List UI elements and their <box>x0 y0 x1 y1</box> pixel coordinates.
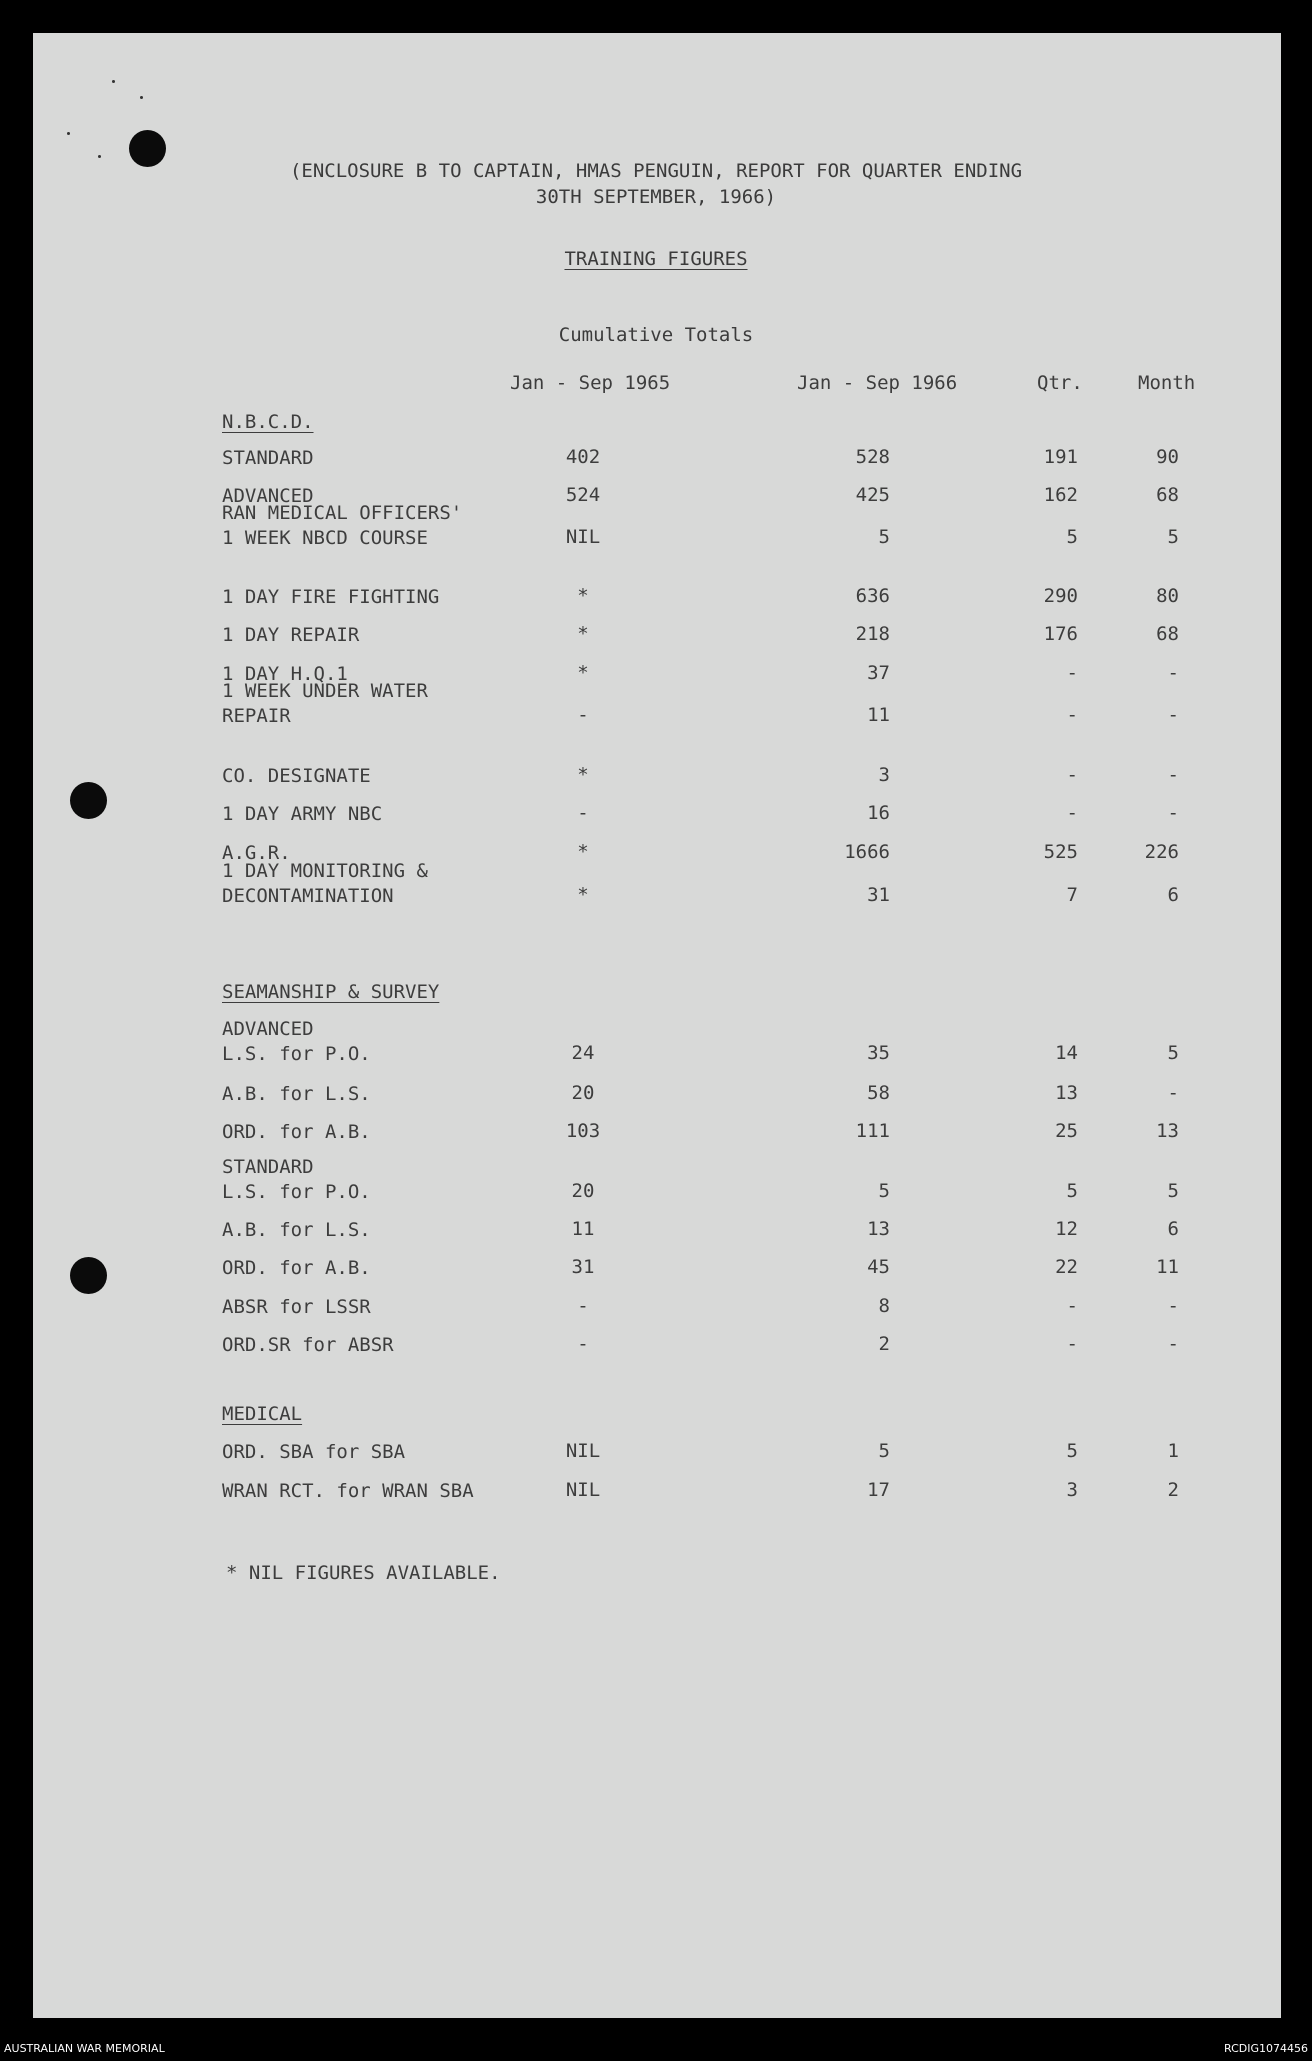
cell-quarter: - <box>1066 1295 1078 1317</box>
paper-speck <box>67 132 70 135</box>
row-label: L.S. for P.O. <box>222 1043 371 1065</box>
punch-hole <box>70 782 107 819</box>
cell-1966: 37 <box>867 662 890 684</box>
cell-month: 5 <box>1167 526 1179 548</box>
cell-1965: * <box>577 662 589 684</box>
cell-quarter: 13 <box>1055 1082 1078 1104</box>
cell-1966: 218 <box>855 623 890 645</box>
row-label: DECONTAMINATION <box>222 885 394 907</box>
cell-1966: 58 <box>867 1082 890 1104</box>
row-label: WRAN RCT. for WRAN SBA <box>222 1480 474 1502</box>
cell-1965: NIL <box>565 1440 601 1462</box>
cell-1965: * <box>577 884 589 906</box>
section-heading: N.B.C.D. <box>222 411 314 433</box>
cell-quarter: 5 <box>1066 1440 1078 1462</box>
cell-month: - <box>1167 802 1179 824</box>
cell-month: 5 <box>1167 1042 1179 1064</box>
cell-quarter: - <box>1066 704 1078 726</box>
cell-1965: 31 <box>571 1256 595 1278</box>
row-label: 1 WEEK UNDER WATER <box>222 680 428 702</box>
column-header-1965: Jan - Sep 1965 <box>510 372 671 394</box>
archive-reference: RCDIG1074456 <box>1223 2042 1308 2055</box>
row-label: 1 DAY REPAIR <box>222 624 360 646</box>
cell-1966: 16 <box>867 802 890 824</box>
cell-month: - <box>1167 662 1179 684</box>
cell-quarter: - <box>1066 764 1078 786</box>
cumulative-totals-heading: Cumulative Totals <box>558 324 754 346</box>
cell-quarter: 22 <box>1055 1256 1078 1278</box>
cell-1965: 103 <box>565 1120 601 1142</box>
cell-1965: - <box>577 1333 589 1355</box>
column-header-month: Month <box>1138 372 1196 394</box>
section-heading: MEDICAL <box>222 1403 303 1425</box>
row-label: A.B. for L.S. <box>222 1083 371 1105</box>
row-label: A.B. for L.S. <box>222 1219 371 1241</box>
cell-month: 2 <box>1167 1479 1179 1501</box>
cell-month: 80 <box>1156 585 1179 607</box>
cell-quarter: 7 <box>1066 884 1078 906</box>
column-header-1966: Jan - Sep 1966 <box>797 372 958 394</box>
cell-1965: * <box>577 623 589 645</box>
cell-month: 68 <box>1156 623 1179 645</box>
cell-1966: 425 <box>855 484 890 506</box>
cell-month: - <box>1167 764 1179 786</box>
row-label: ORD. for A.B. <box>222 1257 371 1279</box>
row-label: STANDARD <box>222 447 314 469</box>
cell-month: 226 <box>1144 841 1179 863</box>
document-title-text: TRAINING FIGURES <box>564 248 748 270</box>
cell-1965: 402 <box>565 446 601 468</box>
row-label: 1 DAY ARMY NBC <box>222 803 383 825</box>
cell-month: 90 <box>1156 446 1179 468</box>
cell-quarter: - <box>1066 1333 1078 1355</box>
row-label: REPAIR <box>222 705 291 727</box>
cell-month: 6 <box>1167 1218 1179 1240</box>
cell-1965: - <box>577 1295 589 1317</box>
cell-1965: - <box>577 704 589 726</box>
cell-month: - <box>1167 704 1179 726</box>
cell-1966: 111 <box>855 1120 890 1142</box>
cell-1965: 20 <box>571 1082 595 1104</box>
cell-1966: 3 <box>878 764 890 786</box>
row-label: ORD. for A.B. <box>222 1121 371 1143</box>
cell-1966: 8 <box>878 1295 890 1317</box>
cell-1965: 524 <box>565 484 601 506</box>
cell-quarter: 25 <box>1055 1120 1078 1142</box>
cell-1966: 636 <box>855 585 890 607</box>
row-label: STANDARD <box>222 1156 314 1178</box>
cell-month: 6 <box>1167 884 1179 906</box>
archive-credit: AUSTRALIAN WAR MEMORIAL <box>4 2042 165 2055</box>
row-label: ABSR for LSSR <box>222 1296 371 1318</box>
cell-month: - <box>1167 1333 1179 1355</box>
cell-month: 1 <box>1167 1440 1179 1462</box>
enclosure-line-2: 30TH SEPTEMBER, 1966) <box>535 186 777 208</box>
cell-quarter: 5 <box>1066 1180 1078 1202</box>
paper-speck <box>112 80 115 83</box>
cell-1966: 11 <box>867 704 890 726</box>
cell-1965: NIL <box>565 526 601 548</box>
cell-quarter: 14 <box>1055 1042 1078 1064</box>
row-label: ADVANCED <box>222 1018 314 1040</box>
row-label: 1 DAY H.Q.1 <box>222 663 348 685</box>
cell-quarter: 3 <box>1066 1479 1078 1501</box>
cell-1966: 2 <box>878 1333 890 1355</box>
cell-quarter: 290 <box>1043 585 1078 607</box>
cell-1965: 24 <box>571 1042 595 1064</box>
cell-1966: 31 <box>867 884 890 906</box>
cell-month: - <box>1167 1295 1179 1317</box>
cell-1965: * <box>577 585 589 607</box>
cell-1966: 528 <box>855 446 890 468</box>
cell-1966: 17 <box>867 1479 890 1501</box>
cell-quarter: - <box>1066 662 1078 684</box>
cell-month: 68 <box>1156 484 1179 506</box>
cell-1965: 20 <box>571 1180 595 1202</box>
row-label: RAN MEDICAL OFFICERS' <box>222 502 463 524</box>
cell-1966: 45 <box>867 1256 890 1278</box>
cell-quarter: 5 <box>1066 526 1078 548</box>
cell-quarter: 525 <box>1043 841 1078 863</box>
cell-1966: 1666 <box>844 841 890 863</box>
paper-speck <box>140 96 143 99</box>
cell-1965: 11 <box>571 1218 595 1240</box>
section-heading: SEAMANSHIP & SURVEY <box>222 981 440 1003</box>
row-label: ORD.SR for ABSR <box>222 1334 394 1356</box>
row-label: L.S. for P.O. <box>222 1181 371 1203</box>
cell-month: 5 <box>1167 1180 1179 1202</box>
enclosure-line-1: (ENCLOSURE B TO CAPTAIN, HMAS PENGUIN, REPORT FOR QUARTER ENDING <box>289 160 1023 182</box>
row-label: 1 DAY MONITORING & <box>222 860 428 882</box>
row-label: ORD. SBA for SBA <box>222 1441 406 1463</box>
cell-1965: - <box>577 802 589 824</box>
cell-month: 11 <box>1156 1256 1179 1278</box>
cell-1965: * <box>577 764 589 786</box>
cell-month: - <box>1167 1082 1179 1104</box>
cell-1966: 35 <box>867 1042 890 1064</box>
cell-quarter: - <box>1066 802 1078 824</box>
row-label: A.G.R. <box>222 842 291 864</box>
row-label: ADVANCED <box>222 485 314 507</box>
column-header-quarter: Qtr. <box>1037 372 1083 394</box>
cell-1965: * <box>577 841 589 863</box>
cell-1966: 13 <box>867 1218 890 1240</box>
cell-quarter: 12 <box>1055 1218 1078 1240</box>
row-label: CO. DESIGNATE <box>222 765 371 787</box>
cell-month: 13 <box>1156 1120 1179 1142</box>
document-title <box>0 246 1312 272</box>
cell-quarter: 162 <box>1043 484 1078 506</box>
row-label: 1 DAY FIRE FIGHTING <box>222 586 440 608</box>
cell-1965: NIL <box>565 1479 601 1501</box>
cell-quarter: 176 <box>1043 623 1078 645</box>
row-label: 1 WEEK NBCD COURSE <box>222 527 428 549</box>
punch-hole <box>70 1257 107 1294</box>
cell-1966: 5 <box>878 1440 890 1462</box>
cell-quarter: 191 <box>1043 446 1078 468</box>
cell-1966: 5 <box>878 526 890 548</box>
footnote: * NIL FIGURES AVAILABLE. <box>226 1562 501 1584</box>
cell-1966: 5 <box>878 1180 890 1202</box>
